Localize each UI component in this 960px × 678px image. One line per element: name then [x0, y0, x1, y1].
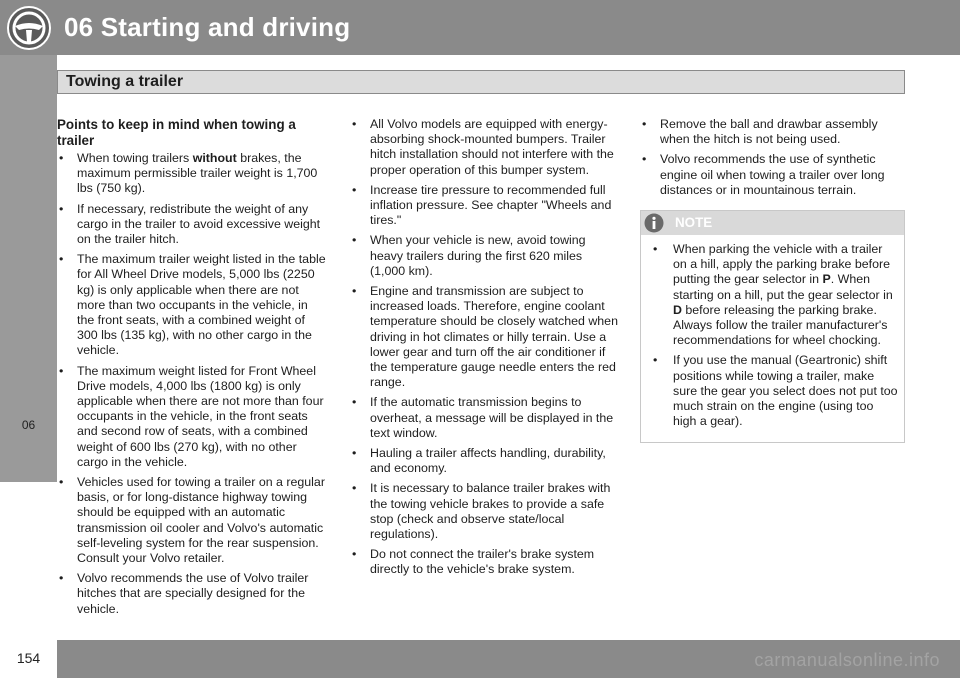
column-1: [57, 117, 327, 622]
list-item: • When parking the vehicle with a trailer on a hill, apply the parking brake before putting the gear selector in P. When starting on a hill, put the gear selector in D before releasing the parking brake. Always follow the trailer manufacturer's recommendations for wheel chocking.: [647, 242, 898, 348]
column-3: [640, 117, 905, 443]
bullet-list: [640, 117, 905, 198]
list-item: • If the automatic transmission begins to overheat, a message will be displayed in the text window.: [350, 395, 620, 441]
section-title: Towing a trailer: [66, 73, 184, 90]
list-item: • Remove the ball and drawbar assembly when the hitch is not being used.: [640, 117, 905, 147]
column-2: [350, 117, 620, 583]
list-item: • When towing trailers without brakes, the maximum permissible trailer weight is 1,700 lbs (750 kg).: [57, 151, 327, 197]
list-item: • If you use the manual (Geartronic) shift positions while towing a trailer, make sure the gear you select does not put too much strain on the engine (using too high a gear).: [647, 353, 898, 429]
watermark: carmanualsonline.info: [754, 650, 940, 670]
list-item: • Do not connect the trailer's brake system directly to the vehicle's brake system.: [350, 547, 620, 577]
list-item: • Vehicles used for towing a trailer on a regular basis, or for long-distance highway towing should be equipped with an automatic transmission oil cooler and Volvo's automatic self-leveling system for the rear suspension. Consult your Volvo retailer.: [57, 475, 327, 566]
note-bullet-list: [647, 242, 898, 429]
list-item: • When your vehicle is new, avoid towing heavy trailers during the first 620 miles (1,000 km).: [350, 233, 620, 279]
steering-wheel-icon: [6, 5, 52, 51]
chapter-title: 06 Starting and driving: [64, 12, 351, 42]
bullet-list: [57, 151, 327, 617]
note-label: NOTE: [675, 215, 713, 231]
note-body: [641, 235, 904, 442]
bullet-list: [350, 117, 620, 578]
section-bar: [57, 70, 905, 94]
note-header: [641, 211, 904, 235]
section-heading: Points to keep in mind when towing a trailer: [57, 117, 296, 148]
list-item: • Increase tire pressure to recommended full inflation pressure. See chapter "Wheels and tires.": [350, 183, 620, 229]
list-item: • All Volvo models are equipped with energy-absorbing shock-mounted bumpers. Trailer hitch installation should not interfere with the proper operation of this bumper system.: [350, 117, 620, 178]
list-item: • Hauling a trailer affects handling, durability, and economy.: [350, 446, 620, 476]
list-item: • It is necessary to balance trailer brakes with the towing vehicle brakes to provide a safe stop (check and observe state/local regulations).: [350, 481, 620, 542]
page-footer: [0, 640, 960, 678]
page-number: 154: [0, 640, 57, 678]
list-item: • Volvo recommends the use of synthetic engine oil when towing a trailer over long distances or in mountainous terrain.: [640, 152, 905, 198]
list-item: • If necessary, redistribute the weight of any cargo in the trailer to avoid excessive weight on the trailer hitch.: [57, 202, 327, 248]
page-header: [0, 0, 960, 55]
list-item: • Engine and transmission are subject to increased loads. Therefore, engine coolant temperature should be closely watched when driving in hot climates or hilly terrain. Use a lower gear and turn off the air conditioner if the temperature gauge needle enters the red range.: [350, 284, 620, 390]
chapter-tab-label: 06: [21, 418, 36, 432]
note-box: [640, 210, 905, 443]
list-item: • Volvo recommends the use of Volvo trailer hitches that are specially designed for the vehicle.: [57, 571, 327, 617]
list-item: • The maximum weight listed for Front Wheel Drive models, 4,000 lbs (1800 kg) is only applicable when there are not more than four occupants in the vehicle, in the front seats and second row of seats, with a combined weight of 600 lbs (270 kg), with no other cargo in the vehicle.: [57, 364, 327, 470]
info-icon: [644, 213, 664, 233]
list-item: • The maximum trailer weight listed in the table for All Wheel Drive models, 5,000 lbs (2250 kg) is only applicable when there are not more than two occupants in the vehicle, in the front seats, with a combined weight of 300 lbs (135 kg), with no other cargo in the vehicle.: [57, 252, 327, 358]
